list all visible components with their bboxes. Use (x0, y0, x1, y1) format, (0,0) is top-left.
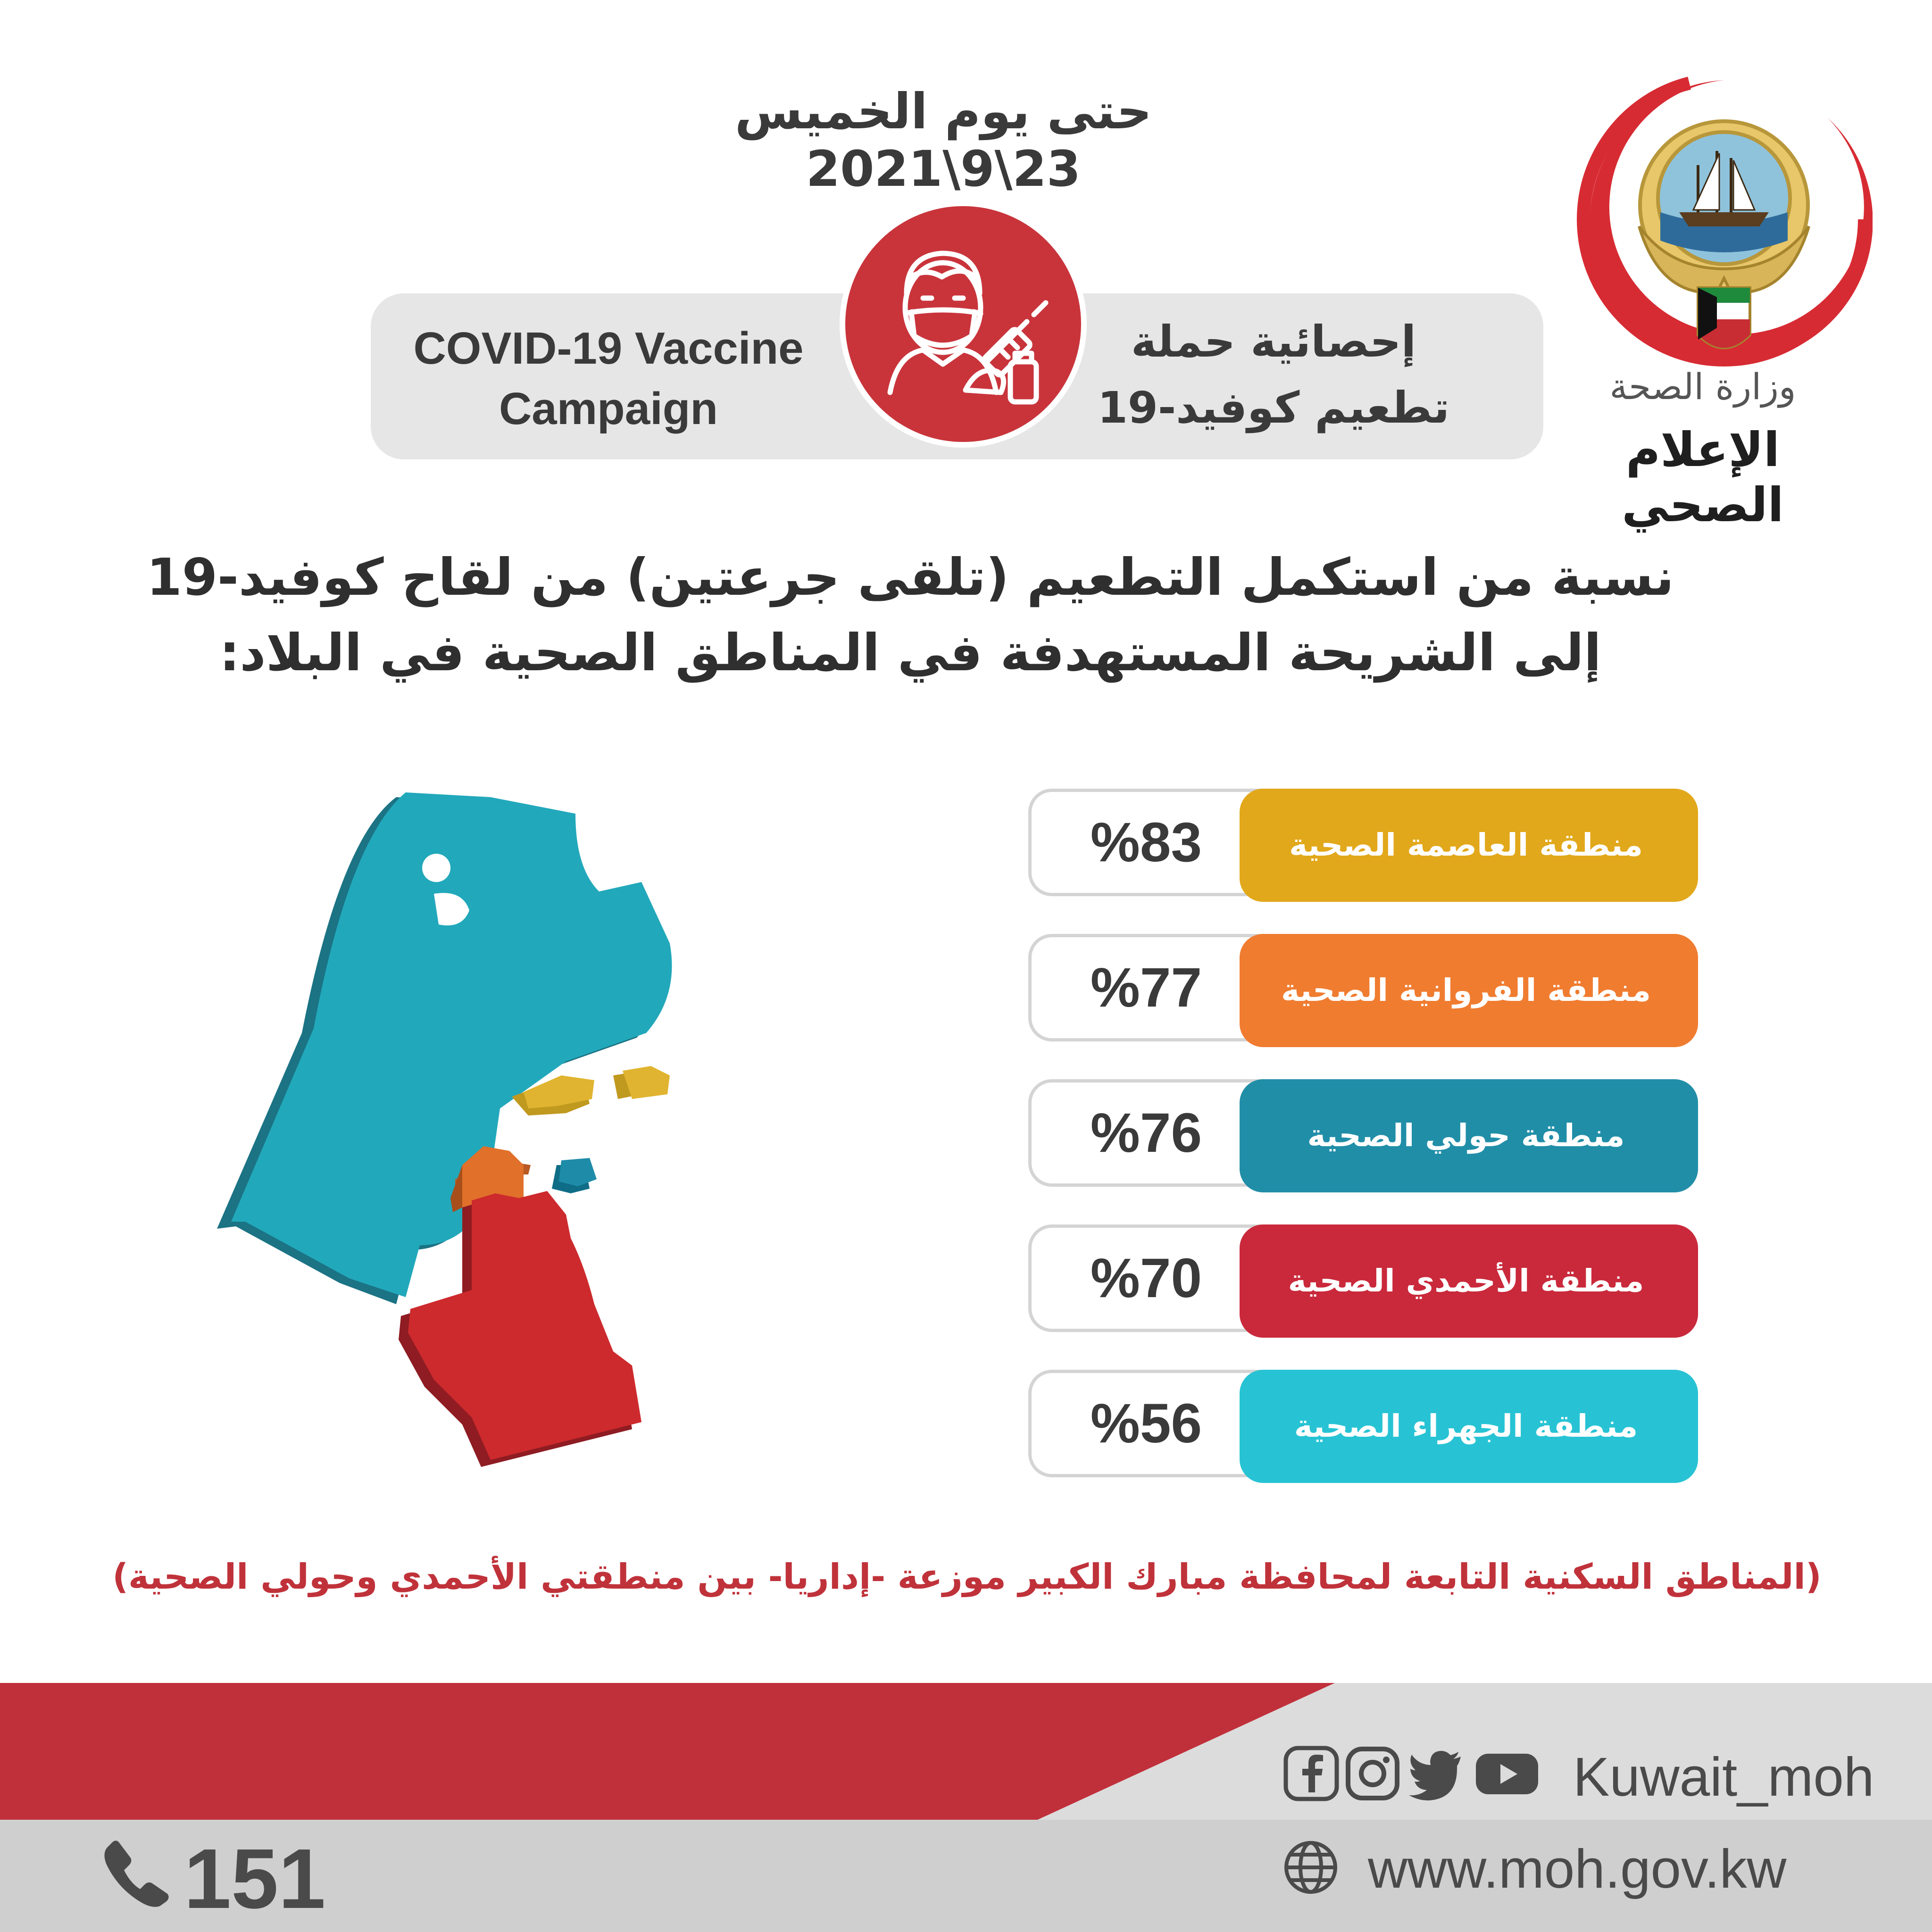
hotline-number[interactable]: 151 (184, 1832, 326, 1926)
stat-value: %76 (1090, 1102, 1202, 1164)
stat-row-jahra (1028, 1370, 1698, 1483)
stat-row-farwaniya (1028, 934, 1698, 1047)
website-link[interactable]: www.moh.gov.kw (1368, 1838, 1787, 1899)
campaign-title-en (396, 318, 821, 439)
vaccine-icon (840, 200, 1087, 448)
ministry-name: وزارة الصحة (1609, 366, 1796, 408)
stat-row-hawalli (1028, 1079, 1698, 1192)
stat-row-capital (1028, 789, 1698, 902)
department-name: الإعلام الصحي (1622, 422, 1784, 533)
youtube-icon[interactable] (1474, 1745, 1531, 1802)
instagram-icon[interactable] (1344, 1745, 1401, 1802)
stat-label: منطقة الفروانية الصحية (1281, 972, 1651, 1008)
stat-label-box (1240, 1224, 1698, 1338)
stat-label-box (1240, 934, 1698, 1047)
stat-value: %70 (1090, 1247, 1202, 1309)
kuwait-emblem-icon (1575, 71, 1873, 373)
campaign-title-ar-line1: إحصائية حملة (1131, 316, 1416, 367)
headline (142, 540, 1679, 691)
campaign-title-en-line2: Campaign (499, 383, 718, 434)
stat-label-box (1240, 1079, 1698, 1192)
campaign-title-ar (1061, 309, 1486, 441)
stat-value: %83 (1090, 811, 1202, 874)
stat-label: منطقة الأحمدي الصحية (1288, 1263, 1644, 1299)
stat-label-box (1240, 1370, 1698, 1483)
stat-label: منطقة الجهراء الصحية (1294, 1408, 1638, 1444)
kuwait-health-regions-map (198, 774, 924, 1491)
footnote: (المناطق السكنية التابعة لمحافظة مبارك الكبير موزعة -إداريا- بين منطقتي الأحمدي وحولي الصحية) (112, 1557, 1822, 1597)
twitter-icon[interactable] (1408, 1745, 1465, 1802)
social-handle[interactable]: Kuwait_moh (1573, 1746, 1874, 1807)
stat-row-ahmadi (1028, 1224, 1698, 1338)
date-line: حتى يوم الخميس 23\9\2021 (734, 83, 1152, 198)
stat-value: %56 (1090, 1392, 1202, 1455)
facebook-icon[interactable] (1283, 1745, 1340, 1802)
stat-label-box (1240, 789, 1698, 902)
globe-icon (1283, 1840, 1339, 1895)
stat-label: منطقة حولي الصحية (1307, 1117, 1625, 1154)
phone-icon (101, 1837, 172, 1908)
headline-line2: إلى الشريحة المستهدفة في المناطق الصحية في البلاد: (219, 624, 1601, 683)
map-region-hawalli-top (559, 1158, 597, 1186)
campaign-title-ar-line2: تطعيم كوفيد-19 (1097, 383, 1450, 433)
stat-label: منطقة العاصمة الصحية (1289, 827, 1643, 863)
stat-value: %77 (1090, 957, 1202, 1019)
campaign-title-en-line1: COVID-19 Vaccine (413, 323, 804, 374)
headline-line1: نسبة من استكمل التطعيم (تلقى جرعتين) من لقاح كوفيد-19 (146, 548, 1674, 607)
